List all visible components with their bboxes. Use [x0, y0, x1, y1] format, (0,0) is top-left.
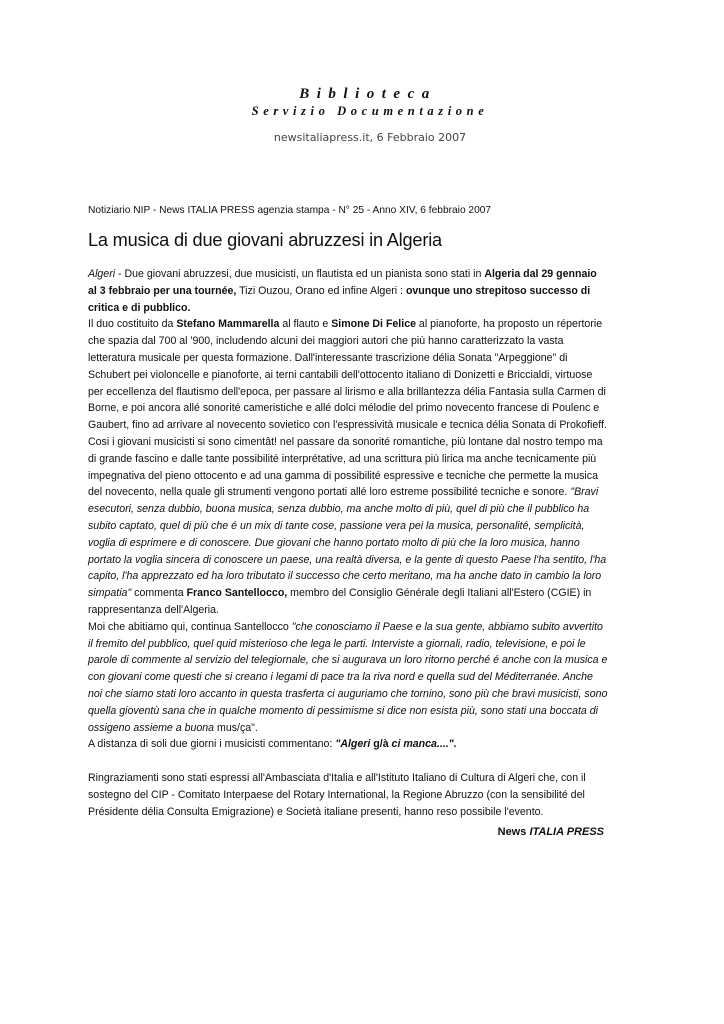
letterhead-subtitle: Servizio Documentazione [251, 104, 489, 118]
person-name: Franco Santellocco, [186, 587, 288, 600]
text: Cosi i giovani musicisti si sono cimentât! nel passare da sonorité romantiche, più lontane dal nostro tempo ma di grande fascino e dalle tante possibilité interprétative, ad una scrittura più lirica ma anche tecnicamente più impegnativa del pieno ottocento e ad una gamma di possibilité espressive e tecniche che permette la musica del novecento, nella quale gli strumenti vengono portati allé loro estreme possibilité tecniche e sonore. [88, 435, 603, 499]
paragraph-performance [88, 434, 608, 619]
text: al flauto e [279, 318, 332, 331]
quote: "Bravi esecutori, senza dubbio, buona musica, senza dubbio, ma anche molto di più, quel di più che il pubblico ha subito captato, quel di più che é un mix di tante cose, passione vera pei la musica, personalité, semplicità, voglia di esprimere e di conoscere. Due giovani che hanno portato molto di più che la loro musica, hanno portato la voglia sincera di conoscere un paese, una realtà diversa, e la gente di questo Paese l'ha sentito, l'ha capito, l'ha apprezzato ed ha loro tributato il successo che certo meritano, ma ha anche dato in cambio la loro simpatia" [88, 486, 607, 600]
signature [498, 826, 604, 838]
paragraph-musicians-comment [88, 736, 608, 753]
text: Tizi Ouzou, Orano ed infine Algeri : [236, 284, 406, 297]
text: al pianoforte, ha proposto un répertorie che spazia dal 700 al '900, includendo alcuni dei maggiori autori che più hanno caratterizzato la vasta letteratura musicale per questa formazione. Dall'interessante trascrizione délia Sonata "Arpeggione" di Schubert pei violoncelle e pianoforte, ai terni cantabili dell'ottocento italiano di Donizetti e Briccialdi, virtuose per eccellenza del flautismo dell'epoca, per passare al lirismo e alla brillantezza délia Fantasia sulla Carmen di Borne, e poi ancora allé sonorité cameristiche e allé dolci mélodie del primo novecento francese di Poulenc e Gaubert, fino ad arrivare al novecento sovietico con l'espressività musicale e tecnica délia Sonata di Prokofieff. [88, 318, 607, 432]
article-headline: La musica di due giovani abruzzesi in Algeria [88, 230, 442, 250]
text: mus/ça". [214, 721, 258, 734]
letterhead-title: Biblioteca [299, 86, 437, 102]
musician-name: Simone Di Felice [331, 318, 416, 331]
text: Il duo costituito da [88, 318, 177, 331]
quote: "Algeri [335, 738, 371, 751]
paragraph-santellocco [88, 619, 608, 737]
paragraph-thanks: Ringraziamenti sono stati espressi all'Ambasciata d'Italia e all'Istituto Italiano di Cultura di Algeri che, con il sostegno del CIP - Comitato Interpaese del Rotary International, la Regione Abruzzo (con la sensibilité del Présidente délia Consulta Emigrazione) e Società italiane presenti, hanno reso possibile l'evento. [88, 771, 586, 818]
quote: g/à [370, 738, 389, 751]
text: membro del Consiglio Générale degli Italiani all'Estero (CGIE) in rappresentanza dell'Algeria. [88, 587, 592, 616]
success-phrase: ovunque uno strepitoso successo di critica e di pubblico. [88, 284, 591, 314]
source-date: newsitaliapress.it, 6 Febbraio 2007 [273, 131, 467, 144]
paragraph-duo [88, 316, 608, 434]
signature-brand: ITALIA PRESS [529, 826, 604, 838]
text: commenta [131, 587, 187, 600]
quote: "che conosciamo il Paese e la sua gente, abbiamo subito avvertito il fremito del pubblico, quel quid misterioso che lega le parti. Interviste a giornali, radio, televisione, e poi le parole di commente al servizio del telegiornale, che si augurava un loro ritorno perché é anche con la musica e con giovani come questi che si creano i legami di pace tra la riva nord e quella sud del Méditerranée. Anche noi che siamo stati loro accanto in questa trasferta ci auguriamo che tornino, sono più che bravi musicisti, sono quella gioventù sana che in qualche momento di pessimisme si dice non esista più, sono stati una boccata di ossigeno assieme a buona [88, 620, 608, 734]
signature-news: News [497, 826, 527, 838]
text: - Due giovani abruzzesi, due musicisti, un flautista ed un pianista sono stati in [115, 268, 485, 280]
text: A distanza di soli due giorni i musicisti commentano: [88, 738, 336, 751]
text: Moi che abitiamo qui, continua Santellocco [88, 620, 292, 633]
quote: ci manca....". [388, 738, 457, 751]
article-body [88, 266, 608, 820]
paragraph-intro [88, 266, 608, 316]
dateline-place: Algeri [88, 268, 116, 280]
musician-name: Stefano Mammarella [176, 318, 280, 331]
notiziario-line: Notiziario NIP - News ITALIA PRESS agenzia stampa - N° 25 - Anno XIV, 6 febbraio 2007 [88, 205, 492, 216]
tour-dates: Algeria dal 29 gennaio al 3 febbraio per una tournée, [88, 268, 597, 297]
